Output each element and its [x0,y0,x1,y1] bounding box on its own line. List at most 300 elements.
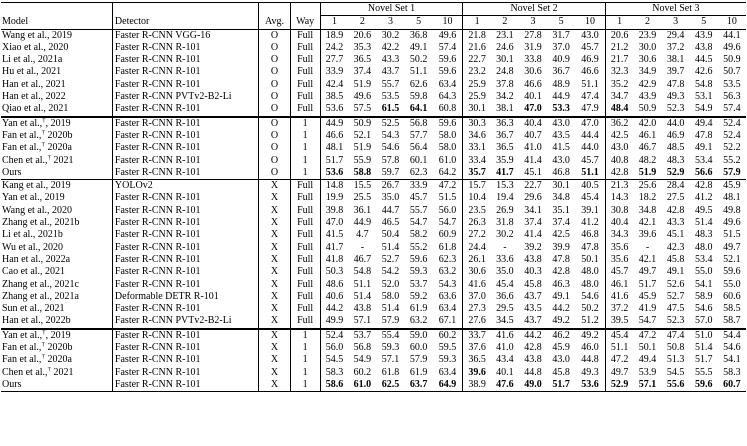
score-cell: 42.8 [605,167,633,180]
score-cell: 37.4 [552,217,570,229]
score-cell: 43.0 [605,142,633,154]
score-cell: 61.8 [381,366,400,378]
score-cell: - [360,241,365,253]
table-row [1,103,746,116]
score-cell: 15.5 [353,180,372,192]
detector-cell: Faster R-CNN R-101 [112,254,259,266]
score-cell: 61.5 [376,103,404,116]
model-name: Qiao et al., 2021 [2,103,69,115]
score-cell: 27.7 [320,54,348,66]
score-cell: 34.1 [524,204,542,216]
score-cell: 55.6 [662,379,690,392]
table-row [1,29,746,42]
avg-cell: O [259,66,290,78]
score-cell: 57.1 [348,315,376,328]
avg-cell: O [259,167,290,180]
score-cell: 51.1 [409,66,428,78]
score-cell: 53.6 [320,103,348,116]
score-cell: 42.8 [666,204,685,216]
score-cell: 54.2 [381,266,400,278]
score-cell: 48.1 [320,142,348,154]
table-row [1,342,746,354]
score-cell: 35.7 [463,167,491,180]
score-cell: 53.6 [320,167,348,180]
score-cell: 57.9 [376,315,404,328]
score-cell: 22.7 [524,180,542,192]
score-cell: 23.1 [496,29,514,41]
score-cell: 43.9 [694,29,713,41]
detector-cell: Faster R-CNN R-101 [112,142,259,154]
score-cell: 51.5 [438,192,457,204]
way-cell: Full [290,66,320,78]
score-cell: 24.6 [496,41,514,53]
avg-cell: X [259,266,290,278]
score-cell: 60.2 [353,366,372,378]
score-cell: 30.1 [463,103,491,116]
avg-cell: X [259,229,290,241]
score-cell: 60.1 [409,154,428,166]
avg-cell: O [259,91,290,103]
score-cell: 50.7 [723,66,741,78]
score-cell: 10.4 [463,192,491,204]
score-cell: 48.0 [694,241,713,253]
score-cell: 53.6 [575,379,605,392]
way-cell: Full [290,192,320,204]
score-cell: 43.8 [694,41,713,53]
dagger-mark: † [41,142,45,149]
model-name: Han et al., 2022a [2,253,71,265]
score-cell: 57.4 [438,41,457,53]
avg-cell: O [259,54,290,66]
shot-header: 3 [662,16,690,29]
score-cell: 54.6 [723,342,741,354]
score-cell: 41.4 [524,154,542,166]
score-cell: 51.9 [633,167,661,180]
score-cell: 43.7 [381,66,400,78]
score-cell: 50.1 [638,342,657,354]
score-cell: 46.2 [552,329,570,341]
score-cell: 48.9 [552,78,570,90]
score-cell: 36.6 [496,290,514,302]
score-cell: 63.6 [438,290,457,302]
score-cell: 51.3 [666,354,685,366]
score-cell: 60.2 [438,329,457,341]
detector-cell: Faster R-CNN R-101 [112,79,259,91]
score-cell: 57.1 [633,379,661,392]
score-cell: 62.3 [405,167,433,180]
score-cell: 49.3 [581,366,599,378]
score-cell: 47.0 [320,217,348,229]
detector-cell: Faster R-CNN PVTv2-B2-Li [112,315,259,328]
score-cell: 46.1 [638,129,657,141]
score-cell: 59.3 [381,342,400,354]
score-cell: 39.6 [638,229,657,241]
score-cell: 42.8 [524,342,542,354]
table-row [1,205,746,217]
score-cell: 34.8 [552,192,570,204]
score-cell: 46.5 [381,217,400,229]
score-cell: 56.4 [409,142,428,154]
model-cell [1,79,112,91]
score-cell: 33.6 [496,253,514,265]
score-cell: 59.8 [409,91,428,103]
score-cell: 42.6 [694,66,713,78]
shot-header: 2 [491,16,519,29]
table-row [1,192,746,204]
score-cell: 58.0 [438,142,457,154]
score-cell: 64.9 [433,379,463,392]
table-row [1,329,746,342]
score-cell: 14.3 [605,192,633,204]
score-cell: 55.9 [353,154,372,166]
score-cell: 47.8 [581,241,599,253]
score-cell: 30.6 [463,266,491,278]
avg-cell: X [259,379,290,392]
score-cell: 25.9 [463,79,491,91]
score-cell: 59.6 [438,54,457,66]
score-cell: 51.2 [575,315,605,328]
score-cell: 57.9 [409,354,428,366]
score-cell: 59.6 [438,66,457,78]
score-cell: 38.1 [491,103,519,116]
table-row [1,130,746,142]
score-cell: 39.9 [552,241,570,253]
score-cell: 49.0 [519,379,547,392]
detector-cell: Faster R-CNN R-101 [112,192,259,204]
way-cell: Full [290,279,320,291]
score-cell: 63.4 [438,78,457,90]
score-cell: 50.9 [633,103,661,116]
model-cell [1,342,112,354]
results-table [1,2,746,392]
model-cell [1,329,112,342]
way-cell: Full [290,303,320,315]
score-cell: 46.6 [320,130,348,142]
table-row [1,279,746,291]
table-row [1,379,746,392]
way-cell: Full [290,254,320,266]
score-cell: 37.2 [605,303,633,315]
model-cell [1,242,112,254]
score-cell: 46.9 [666,129,685,141]
score-cell: 35.0 [381,192,400,204]
model-cell [1,167,112,180]
detector-cell: Faster R-CNN R-101 [112,117,259,130]
score-cell: 38.5 [320,91,348,103]
score-cell: 36.3 [496,117,514,129]
score-cell: 25.6 [638,180,657,192]
score-cell: 49.6 [723,217,741,229]
score-cell: 47.9 [575,103,605,116]
score-cell: 58.2 [409,229,428,241]
model-name: Han et al., 2022 [2,91,66,103]
model-name: Xiao et al., 2020 [2,41,69,53]
score-cell: 46.8 [547,167,575,180]
score-cell: 52.3 [662,103,690,116]
model-name: Yan et al., [2,117,43,129]
avg-cell: O [259,29,290,42]
way-header: Way [290,16,320,29]
score-cell: 31.9 [524,41,542,53]
model-cell [1,315,112,328]
detector-cell: Faster R-CNN R-101 [112,103,259,116]
avg-cell: O [259,79,290,91]
score-cell: 54.3 [438,278,457,290]
score-cell: 42.2 [381,41,400,53]
score-cell: 37.4 [353,66,372,78]
way-cell: Full [290,315,320,328]
score-cell: 42.0 [638,117,657,129]
model-cell [1,29,112,42]
score-cell: 55.4 [381,329,400,341]
table-row [1,266,746,278]
score-cell: 56.8 [353,342,372,354]
score-cell: 37.2 [666,41,685,53]
score-cell: 35.9 [496,154,514,166]
model-cell [1,266,112,278]
model-name: Chen et al., [2,366,48,378]
score-cell: 34.7 [605,91,633,103]
model-cell [1,291,112,303]
detector-cell: Faster R-CNN R-101 [112,217,259,229]
score-cell: 40.9 [552,54,570,66]
score-cell: 36.1 [353,204,372,216]
score-cell: 51.5 [723,229,741,241]
detector-cell: Faster R-CNN R-101 [112,242,259,254]
score-cell: 47.8 [552,253,570,265]
avg-cell: X [259,254,290,266]
detector-cell: Faster R-CNN R-101 [112,54,259,66]
score-cell: 43.0 [552,354,570,366]
score-cell: 46.1 [605,279,633,291]
score-cell: 53.4 [694,253,713,265]
score-cell: 48.0 [581,266,599,278]
score-cell: 26.1 [463,254,491,266]
dagger-mark: † [41,129,45,136]
avg-cell: X [259,192,290,204]
way-cell: 1 [290,117,320,130]
avg-cell: O [259,103,290,116]
detector-cell: Faster R-CNN R-101 [112,229,259,241]
score-cell: 15.7 [463,180,491,193]
score-cell: 58.3 [723,366,741,378]
score-cell: 36.5 [353,54,372,66]
score-cell: 58.3 [320,367,348,379]
score-cell: 49.5 [694,204,713,216]
score-cell: 19.4 [496,192,514,204]
score-cell: 64.2 [433,167,463,180]
model-cell [1,205,112,217]
score-cell: 18.2 [638,192,657,204]
score-cell: 46.3 [552,278,570,290]
score-cell: 36.7 [552,66,570,78]
score-cell: 49.9 [320,315,348,328]
score-cell: 48.6 [320,279,348,291]
score-cell: 61.9 [409,303,428,315]
score-cell: 51.4 [381,303,400,315]
score-cell: 4.7 [356,229,369,241]
score-cell: 42.1 [638,217,657,229]
results-body [1,29,746,392]
score-cell: 40.6 [320,291,348,303]
score-cell: 58.9 [694,290,713,302]
avg-header: Avg. [259,16,290,29]
score-cell: 44.9 [552,91,570,103]
model-cell [1,192,112,204]
score-cell: 44.9 [353,217,372,229]
detector-cell: Faster R-CNN PVTv2-B2-Li [112,91,259,103]
score-cell: 52.2 [723,142,741,154]
avg-cell: X [259,279,290,291]
score-cell: 27.2 [463,229,491,241]
score-cell: 29.4 [666,29,685,41]
model-name: Zhang et al., 2021c [2,278,79,290]
score-cell: 61.0 [438,154,457,166]
score-cell: 52.0 [381,278,400,290]
shot-header: 3 [519,16,547,29]
score-cell: 25.9 [463,91,491,103]
score-cell: 34.5 [491,315,519,328]
score-cell: 51.4 [381,241,400,253]
score-cell: 52.4 [320,329,348,342]
score-cell: 57.8 [381,154,400,166]
score-cell: 56.0 [438,204,457,216]
score-cell: 21.3 [605,180,633,193]
score-cell: 44.8 [524,366,542,378]
score-cell: 39.6 [463,367,491,379]
score-cell: 51.9 [353,142,372,154]
model-name: Cao et al., 2021 [2,266,66,278]
score-cell: 49.1 [552,290,570,302]
way-cell: Full [290,103,320,116]
way-cell: 1 [290,155,320,167]
model-cell [1,54,112,66]
score-cell: 46.0 [581,342,599,354]
score-cell: 21.8 [463,29,491,42]
score-cell: 54.6 [694,303,713,315]
score-cell: - [645,241,650,253]
score-cell: 47.0 [519,103,547,116]
score-cell: 54.9 [353,354,372,366]
score-cell: 57.1 [381,354,400,366]
score-cell: 40.4 [605,217,633,229]
score-cell: 48.3 [666,154,685,166]
score-cell: 44.0 [581,142,599,154]
avg-cell: O [259,130,290,142]
model-cell [1,42,112,54]
model-name: Wang et al., 2019 [2,29,73,41]
score-cell: 29.6 [524,192,542,204]
model-year: , 2019 [45,329,71,341]
score-cell: 57.9 [718,167,746,180]
score-cell: 50.9 [353,117,372,129]
score-cell: 23.2 [463,66,491,78]
score-cell: 41.7 [320,242,348,254]
score-cell: 49.1 [409,41,428,53]
score-cell: 24.8 [496,66,514,78]
detector-cell: Faster R-CNN R-101 [112,42,259,54]
score-cell: 54.8 [353,266,372,278]
score-cell: 23.9 [638,29,657,41]
way-cell: Full [290,91,320,103]
score-cell: 30.3 [463,117,491,130]
score-cell: 47.2 [438,180,457,192]
model-cell [1,279,112,291]
score-cell: 59.6 [690,379,718,392]
score-cell: 50.2 [409,54,428,66]
score-cell: 58.6 [320,379,348,392]
score-cell: 34.6 [463,130,491,142]
score-cell: 41.9 [638,303,657,315]
shot-header: 1 [463,16,491,29]
novel-set-3-header: Novel Set 3 [605,3,746,16]
score-cell: 54.6 [381,142,400,154]
score-cell: 44.0 [666,117,685,129]
model-name: Wu et al., 2020 [2,241,63,253]
score-cell: 53.1 [694,91,713,103]
score-cell: 45.9 [723,180,741,192]
score-cell: 59.7 [376,167,404,180]
score-cell: 53.4 [694,154,713,166]
way-cell: Full [290,266,320,278]
score-cell: 41.5 [552,142,570,154]
model-name: Li et al., 2021b [2,229,63,241]
score-cell: 31.7 [552,29,570,41]
score-cell: 41.0 [496,342,514,354]
model-cell [1,117,112,130]
table-row [1,54,746,66]
table-row [1,180,746,193]
model-name: Sun et al., 2021 [2,303,65,315]
model-name: Fan et al., [2,354,42,366]
score-cell: 35.2 [605,79,633,91]
avg-cell: X [259,303,290,315]
score-cell: 35.6 [605,242,633,254]
score-cell: 57.5 [348,103,376,116]
table-row [1,242,746,254]
score-cell: 37.0 [463,291,491,303]
score-cell: 20.6 [353,29,372,41]
score-cell: 43.5 [524,303,542,315]
table-row [1,167,746,180]
score-cell: 55.0 [723,278,741,290]
score-cell: 26.9 [496,204,514,216]
score-cell: 27.8 [524,29,542,41]
score-cell: 50.4 [381,229,400,241]
score-cell: 25.5 [353,192,372,204]
score-cell: 54.8 [694,78,713,90]
score-cell: 61.8 [438,241,457,253]
avg-cell: O [259,142,290,154]
score-cell: 41.7 [491,167,519,180]
score-cell: 55.7 [381,78,400,90]
score-cell: 55.5 [694,366,713,378]
score-cell: 48.4 [605,103,633,116]
score-cell: 47.8 [666,78,685,90]
score-cell: 52.9 [605,379,633,392]
score-cell: 22.7 [463,54,491,66]
table-row [1,367,746,379]
avg-cell: O [259,42,290,54]
shot-header: 1 [320,16,348,29]
way-cell: Full [290,217,320,229]
model-header: Model [1,16,112,29]
score-cell: 54.7 [409,217,428,229]
score-cell: 33.9 [320,66,348,78]
score-cell: 40.5 [581,180,599,192]
score-cell: 48.5 [666,142,685,154]
score-cell: 45.1 [519,167,547,180]
